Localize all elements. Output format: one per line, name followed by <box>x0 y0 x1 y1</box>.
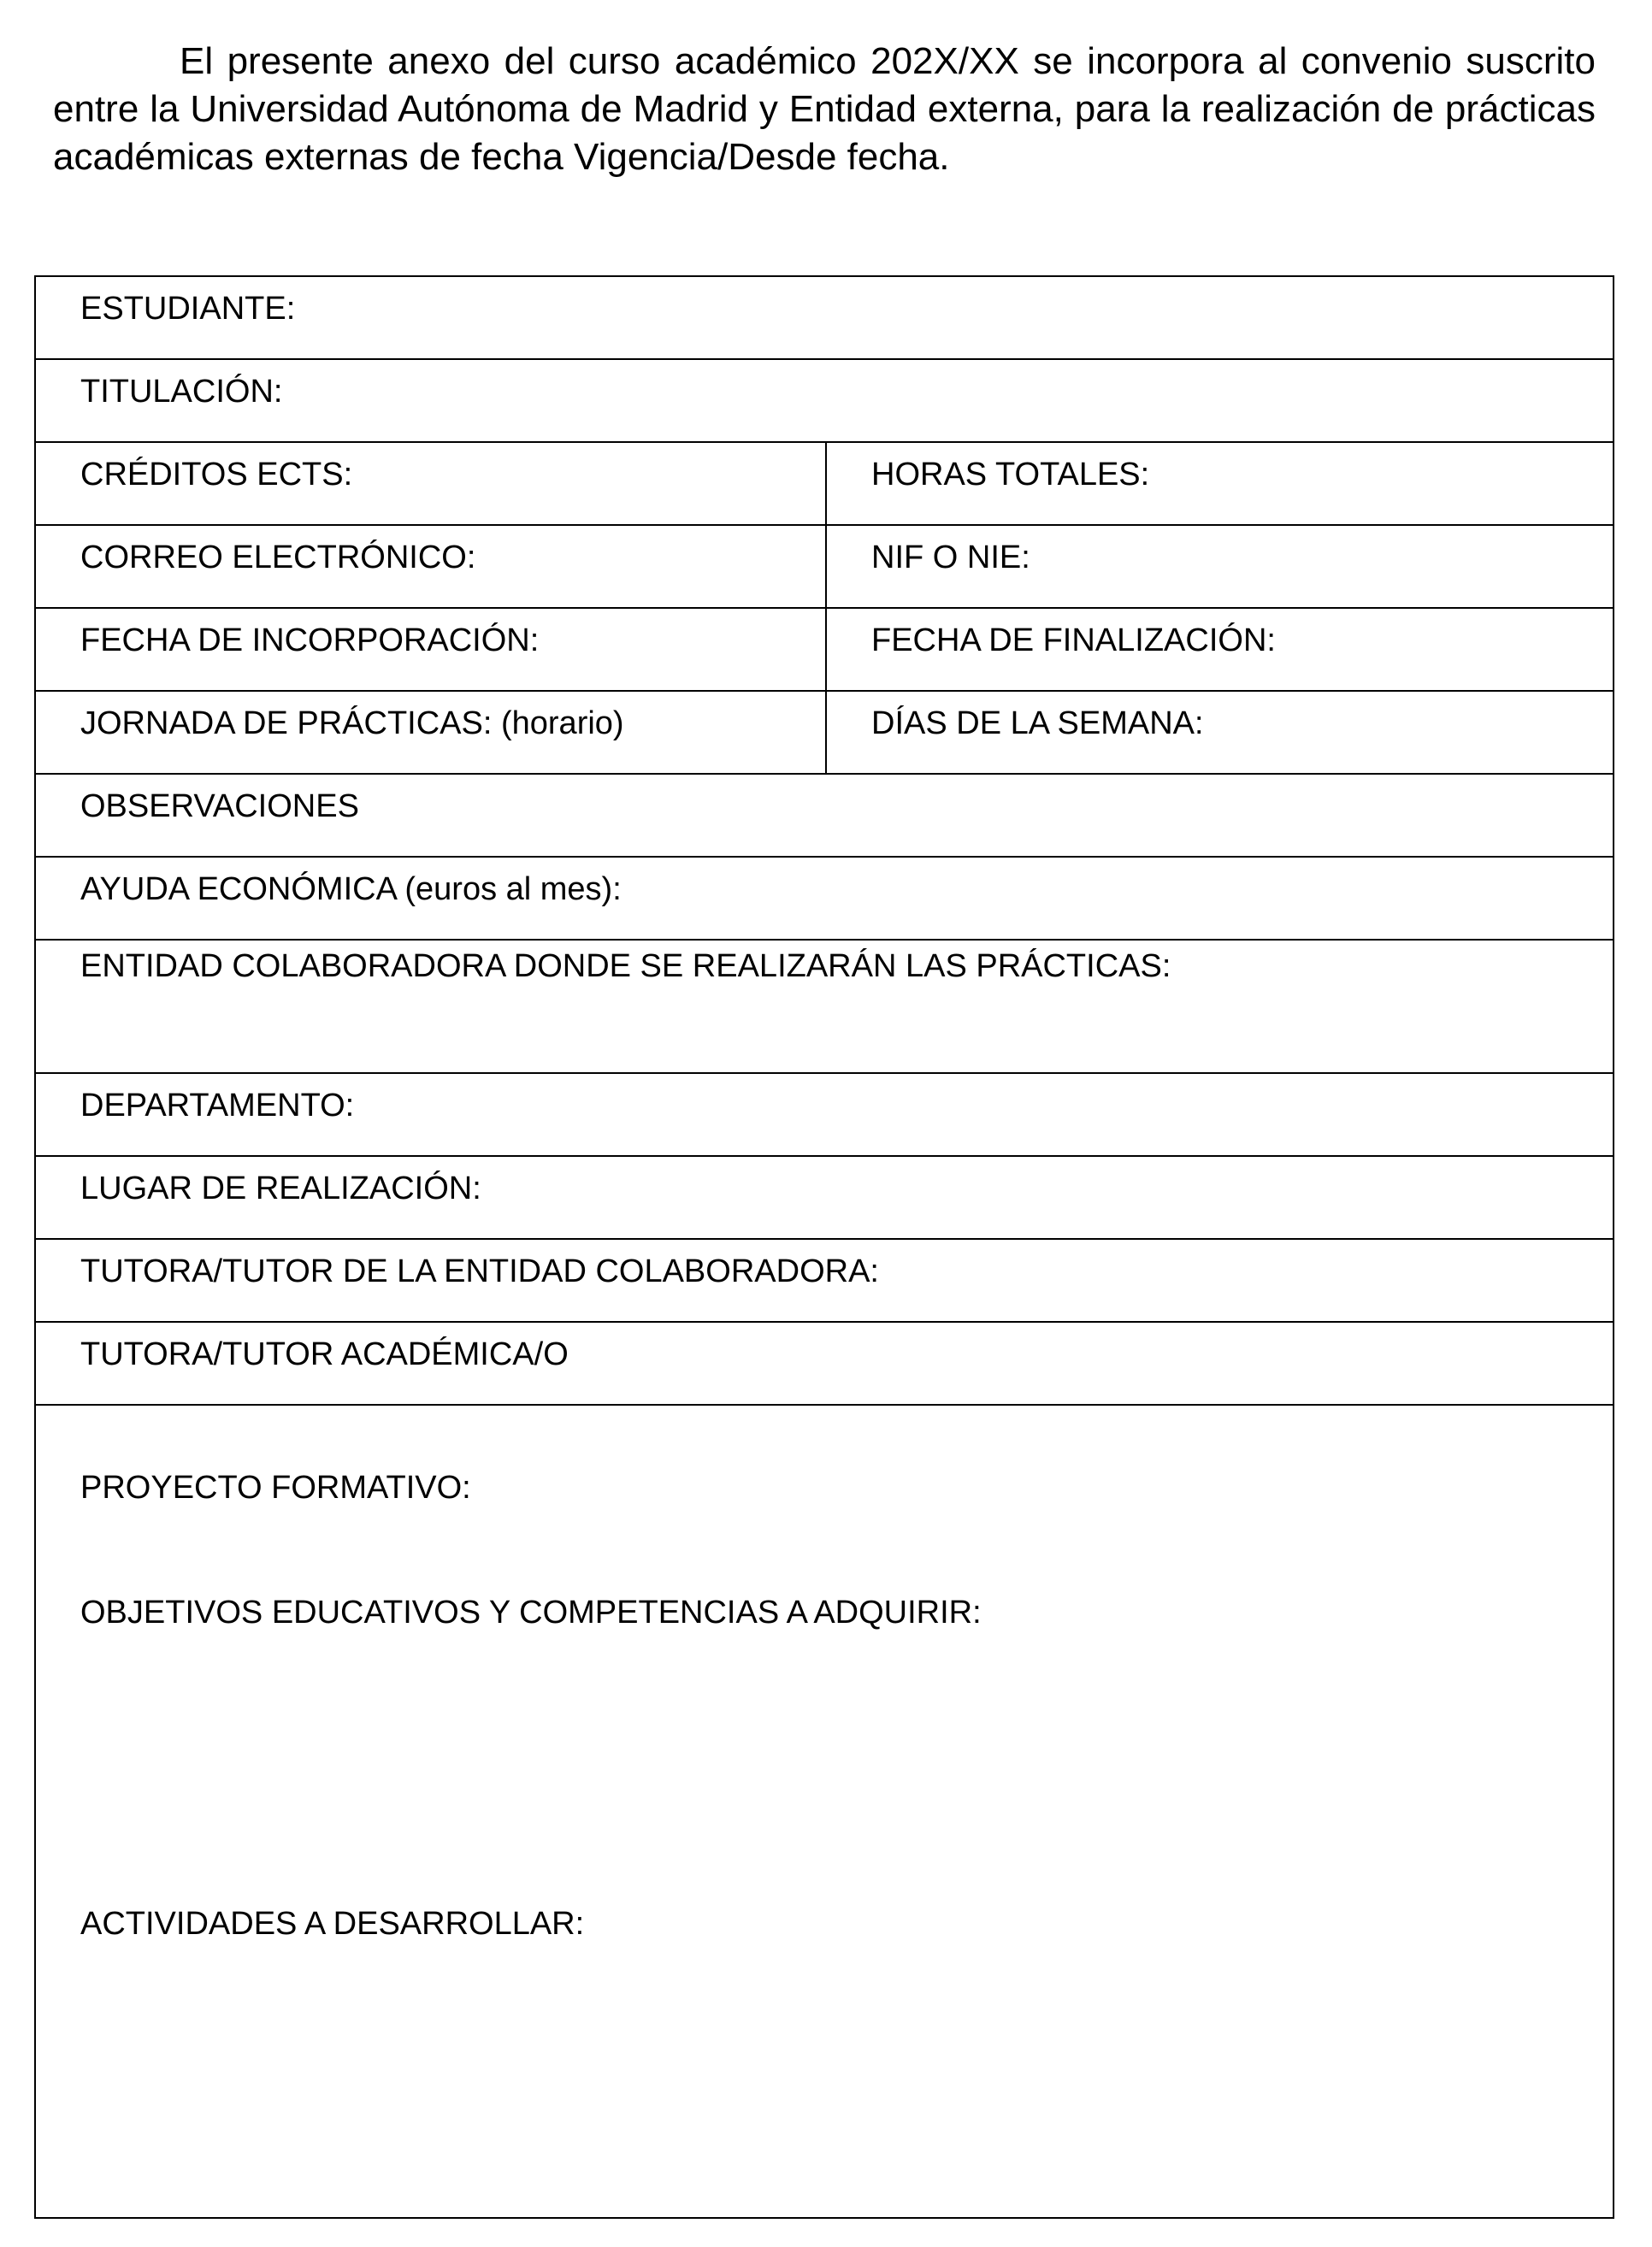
creditos-ects-field[interactable] <box>36 443 827 524</box>
creditos-ects-label: CRÉDITOS ECTS: <box>80 457 353 492</box>
intro-paragraph: El presente anexo del curso académico 202X/XX se incorpora al convenio suscrito entre la Universidad Autónoma de Madrid y Entidad externa, para la realización de prácticas académicas externas de fecha Vigencia/Desde fecha. <box>53 40 1596 178</box>
dias-semana-label: DÍAS DE LA SEMANA: <box>871 705 1204 741</box>
departamento-label: DEPARTAMENTO: <box>80 1088 355 1124</box>
row-correo-nif <box>36 526 1613 609</box>
nif-nie-field[interactable] <box>827 526 1613 607</box>
fecha-finalizacion-label: FECHA DE FINALIZACIÓN: <box>871 622 1276 658</box>
tutor-entidad-field[interactable] <box>36 1240 1613 1321</box>
row-observaciones <box>36 775 1613 858</box>
entidad-label: ENTIDAD COLABORADORA DONDE SE REALIZARÁN LAS PRÁCTICAS: <box>80 948 1171 984</box>
row-lugar <box>36 1157 1613 1240</box>
entidad-field[interactable] <box>36 941 1613 1072</box>
practicas-form-table <box>34 275 1614 2219</box>
row-estudiante <box>36 277 1613 360</box>
horas-totales-field[interactable] <box>827 443 1613 524</box>
ayuda-economica-label: AYUDA ECONÓMICA (euros al mes): <box>80 871 622 907</box>
nif-nie-label: NIF O NIE: <box>871 540 1030 575</box>
lugar-label: LUGAR DE REALIZACIÓN: <box>80 1171 481 1206</box>
observaciones-field[interactable] <box>36 775 1613 856</box>
row-fechas <box>36 609 1613 692</box>
horas-totales-label: HORAS TOTALES: <box>871 457 1150 492</box>
fecha-finalizacion-field[interactable] <box>827 609 1613 690</box>
row-ayuda-economica <box>36 858 1613 941</box>
row-entidad <box>36 941 1613 1074</box>
titulacion-label: TITULACIÓN: <box>80 374 283 410</box>
tutor-entidad-label: TUTORA/TUTOR DE LA ENTIDAD COLABORADORA: <box>80 1253 879 1289</box>
row-jornada-dias <box>36 692 1613 775</box>
proyecto-formativo-label: PROYECTO FORMATIVO: <box>80 1470 471 1506</box>
row-departamento <box>36 1074 1613 1157</box>
jornada-label: JORNADA DE PRÁCTICAS: (horario) <box>80 705 624 741</box>
ayuda-economica-field[interactable] <box>36 858 1613 939</box>
correo-label: CORREO ELECTRÓNICO: <box>80 540 476 575</box>
fecha-incorporacion-field[interactable] <box>36 609 827 690</box>
objetivos-label: OBJETIVOS EDUCATIVOS Y COMPETENCIAS A ADQUIRIR: <box>80 1595 982 1631</box>
departamento-field[interactable] <box>36 1074 1613 1155</box>
row-creditos-horas <box>36 443 1613 526</box>
jornada-field[interactable] <box>36 692 827 773</box>
estudiante-label: ESTUDIANTE: <box>80 291 296 327</box>
fecha-incorporacion-label: FECHA DE INCORPORACIÓN: <box>80 622 540 658</box>
observaciones-label: OBSERVACIONES <box>80 788 359 824</box>
proyecto-formativo-section[interactable] <box>36 1406 1613 2217</box>
lugar-field[interactable] <box>36 1157 1613 1238</box>
dias-semana-field[interactable] <box>827 692 1613 773</box>
tutor-academico-label: TUTORA/TUTOR ACADÉMICA/O <box>80 1336 569 1372</box>
row-tutor-entidad <box>36 1240 1613 1323</box>
estudiante-field[interactable] <box>36 277 1613 358</box>
tutor-academico-field[interactable] <box>36 1323 1613 1404</box>
actividades-label: ACTIVIDADES A DESARROLLAR: <box>80 1906 585 1942</box>
row-tutor-academico <box>36 1323 1613 1406</box>
titulacion-field[interactable] <box>36 360 1613 441</box>
row-titulacion <box>36 360 1613 443</box>
correo-field[interactable] <box>36 526 827 607</box>
